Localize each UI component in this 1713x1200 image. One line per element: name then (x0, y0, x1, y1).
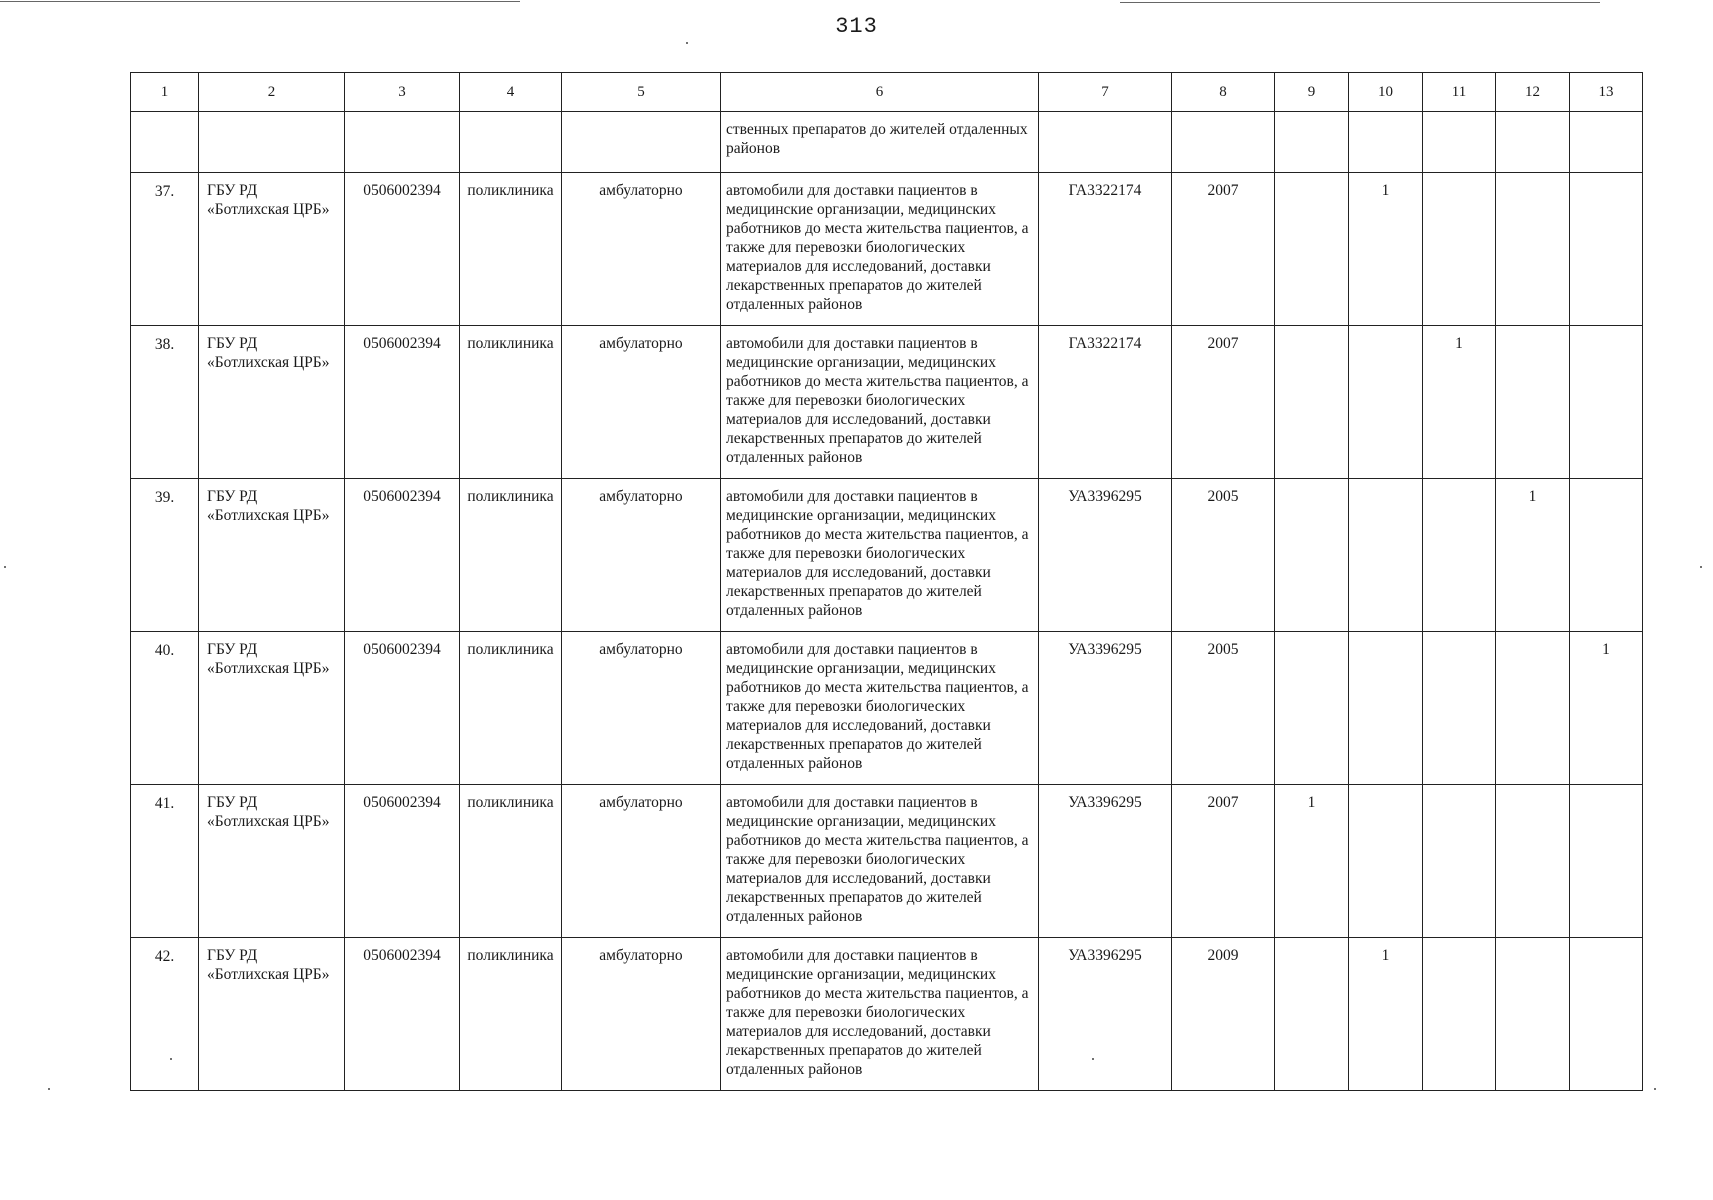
column-header: 11 (1423, 73, 1496, 112)
year-cell: 2009 (1207, 947, 1239, 964)
facility-type-cell: поликлиника (467, 947, 554, 964)
flag-col-12: 1 (1528, 488, 1537, 505)
flag-col-9 (1275, 326, 1348, 338)
row-number: 37. (154, 183, 175, 200)
care-mode-cell: амбулаторно (599, 335, 683, 352)
flag-col-11 (1423, 173, 1495, 185)
scan-speck (1092, 1058, 1094, 1060)
column-header: 1 (131, 73, 199, 112)
flag-col-13 (1570, 479, 1642, 491)
facility-type-cell: поликлиника (467, 794, 554, 811)
flag-col-11 (1423, 632, 1495, 644)
flag-col-12 (1496, 326, 1569, 338)
care-mode-cell: амбулаторно (599, 947, 683, 964)
purpose-cell: автомобили для доставки пациентов в медицинские организации, медицинских работников до места жительства пациентов, а также для перевозки биологических материалов для исследований, доставки лекарственных препаратов до жителей отдаленных районов (726, 488, 1029, 619)
care-mode-cell: амбулаторно (599, 794, 683, 811)
vehicle-table (130, 72, 1643, 1091)
purpose-cell: автомобили для доставки пациентов в медицинские организации, медицинских работников до места жительства пациентов, а также для перевозки биологических материалов для исследований, доставки лекарственных препаратов до жителей отдаленных районов (726, 947, 1029, 1078)
purpose-cell: автомобили для доставки пациентов в медицинские организации, медицинских работников до места жительства пациентов, а также для перевозки биологических материалов для исследований, доставки лекарственных препаратов до жителей отдаленных районов (726, 182, 1029, 313)
row-number: 38. (154, 336, 175, 353)
flag-col-12 (1496, 785, 1569, 797)
facility-type-cell: поликлиника (467, 641, 554, 658)
care-mode-cell: амбулаторно (599, 488, 683, 505)
flag-col-12 (1496, 173, 1569, 185)
column-header: 12 (1496, 73, 1570, 112)
column-header: 10 (1349, 73, 1423, 112)
column-header: 6 (721, 73, 1039, 112)
row-number: 41. (154, 795, 175, 812)
scan-speck (686, 42, 688, 44)
table-row (131, 479, 1643, 632)
flag-col-13 (1570, 785, 1642, 797)
row-number: 40. (154, 642, 175, 659)
table-row (131, 785, 1643, 938)
flag-col-9 (1275, 479, 1348, 491)
organization-cell: ГБУ РД «Ботлихская ЦРБ» (207, 182, 330, 218)
inn-cell: 0506002394 (363, 794, 441, 811)
flag-col-12 (1496, 938, 1569, 950)
flag-col-11: 1 (1455, 335, 1463, 352)
care-mode-cell: амбулаторно (599, 641, 683, 658)
organization-cell: ГБУ РД «Ботлихская ЦРБ» (207, 794, 330, 830)
flag-col-9 (1275, 632, 1348, 644)
year-cell: 2007 (1207, 182, 1239, 199)
purpose-cell: автомобили для доставки пациентов в медицинские организации, медицинских работников до места жительства пациентов, а также для перевозки биологических материалов для исследований, доставки лекарственных препаратов до жителей отдаленных районов (726, 794, 1029, 925)
flag-col-11 (1423, 785, 1495, 797)
flag-col-13 (1570, 938, 1642, 950)
flag-col-10: 1 (1381, 182, 1390, 199)
flag-col-13: 1 (1602, 641, 1610, 658)
flag-col-9: 1 (1307, 794, 1316, 811)
page-number: 313 (835, 14, 878, 39)
year-cell: 2007 (1207, 794, 1239, 811)
scan-speck (1700, 566, 1702, 568)
care-mode-cell: амбулаторно (599, 182, 683, 199)
vehicle-model-cell: ГА3322174 (1068, 182, 1142, 199)
table-container (130, 72, 1642, 1091)
table-row (131, 938, 1643, 1091)
organization-cell: ГБУ РД «Ботлихская ЦРБ» (207, 641, 330, 677)
column-header: 3 (345, 73, 460, 112)
vehicle-model-cell: УА3396295 (1068, 947, 1142, 964)
flag-col-10 (1349, 326, 1422, 338)
scan-speck (4, 566, 6, 568)
table-row (131, 173, 1643, 326)
organization-cell: ГБУ РД «Ботлихская ЦРБ» (207, 488, 330, 524)
scan-speck (48, 1088, 50, 1090)
column-header: 5 (562, 73, 721, 112)
vehicle-model-cell: ГА3322174 (1068, 335, 1142, 352)
column-header: 8 (1172, 73, 1275, 112)
column-header: 7 (1039, 73, 1172, 112)
flag-col-11 (1423, 479, 1495, 491)
table-body (131, 112, 1643, 1091)
flag-col-10 (1349, 785, 1422, 797)
flag-col-10 (1349, 632, 1422, 644)
vehicle-model-cell: УА3396295 (1068, 794, 1142, 811)
flag-col-9 (1275, 173, 1348, 185)
vehicle-model-cell: УА3396295 (1068, 641, 1142, 658)
inn-cell: 0506002394 (363, 641, 441, 658)
column-header: 13 (1570, 73, 1643, 112)
scan-speck (1654, 1088, 1656, 1090)
vehicle-model-cell: УА3396295 (1068, 488, 1142, 505)
organization-cell: ГБУ РД «Ботлихская ЦРБ» (207, 947, 330, 983)
purpose-cell: автомобили для доставки пациентов в медицинские организации, медицинских работников до места жительства пациентов, а также для перевозки биологических материалов для исследований, доставки лекарственных препаратов до жителей отдаленных районов (726, 335, 1029, 466)
inn-cell: 0506002394 (363, 335, 441, 352)
flag-col-12 (1496, 632, 1569, 644)
flag-col-13 (1570, 173, 1642, 185)
facility-type-cell: поликлиника (467, 488, 554, 505)
inn-cell: 0506002394 (363, 947, 441, 964)
organization-cell: ГБУ РД «Ботлихская ЦРБ» (207, 335, 330, 371)
column-header: 9 (1275, 73, 1349, 112)
inn-cell: 0506002394 (363, 182, 441, 199)
year-cell: 2005 (1207, 488, 1239, 505)
flag-col-10: 1 (1381, 947, 1390, 964)
table-row (131, 632, 1643, 785)
facility-type-cell: поликлиника (467, 182, 554, 199)
row-number: 39. (154, 489, 175, 506)
row-number: 42. (154, 948, 175, 965)
scan-edge-line (0, 1, 520, 2)
year-cell: 2007 (1207, 335, 1239, 352)
inn-cell: 0506002394 (363, 488, 441, 505)
flag-col-11 (1423, 938, 1495, 950)
flag-col-9 (1275, 938, 1348, 950)
scan-speck (170, 1058, 172, 1060)
flag-col-13 (1570, 326, 1642, 338)
facility-type-cell: поликлиника (467, 335, 554, 352)
column-header: 2 (199, 73, 345, 112)
header-row (131, 73, 1643, 112)
continuation-row (131, 112, 1643, 173)
year-cell: 2005 (1207, 641, 1239, 658)
table-row (131, 326, 1643, 479)
purpose-cell: автомобили для доставки пациентов в медицинские организации, медицинских работников до места жительства пациентов, а также для перевозки биологических материалов для исследований, доставки лекарственных препаратов до жителей отдаленных районов (726, 641, 1029, 772)
purpose-cell: ственных препаратов до жителей отдаленных районов (726, 121, 1028, 157)
scan-edge-line (1120, 2, 1600, 3)
column-header: 4 (460, 73, 562, 112)
flag-col-10 (1349, 479, 1422, 491)
